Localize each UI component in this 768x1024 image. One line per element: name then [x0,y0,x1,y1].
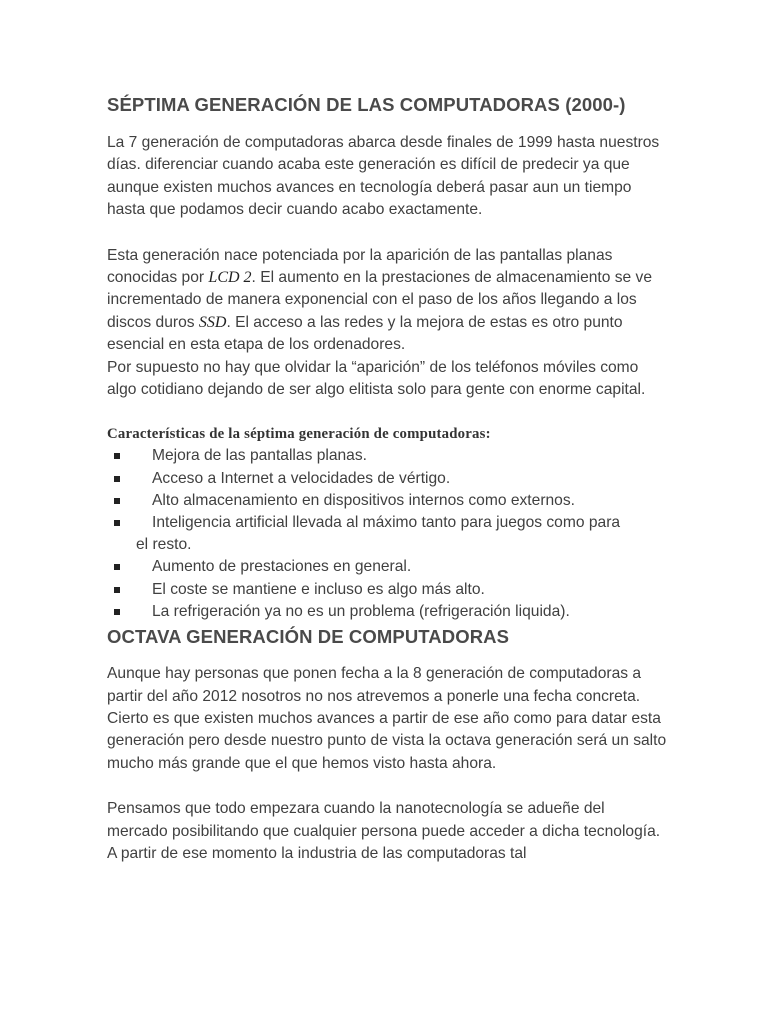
paragraph-2-text-b: . El aumento en la prestaciones de almacenamiento se ve incrementado de manera exponencial con el paso de los años llegando a los discos duros [107,269,653,331]
list-item [107,512,667,556]
bullet-square-icon [114,587,120,593]
ssd-term: SSD [198,313,227,331]
list-item [107,579,667,601]
list-item-text: Aumento de prestaciones en general. [152,558,412,576]
features-list [107,445,667,623]
list-item [107,445,667,467]
bullet-square-icon [114,476,120,482]
bullet-square-icon [114,498,120,504]
list-item-text-continued: el resto. [136,536,192,554]
paragraph-2-text-a: Esta generación nace potenciada por la aparición de las pantallas planas conocidas por [107,246,613,287]
list-item-text: Acceso a Internet a velocidades de vértigo. [152,469,451,487]
section-8-title: OCTAVA GENERACIÓN DE COMPUTADORAS [107,626,510,648]
document-page [107,93,667,865]
section-8-paragraph-2: Pensamos que todo empezara cuando la nanotecnología se adueñe del mercado posibilitando que cualquier persona puede acceder a dicha tecnología. A partir de ese momento la industria de las computadoras tal [107,800,661,862]
section-7-title: SÉPTIMA GENERACIÓN DE LAS COMPUTADORAS (2000-) [107,94,626,115]
bullet-square-icon [114,520,120,526]
lcd-term: LCD 2 [208,269,252,287]
features-title: Características de la séptima generación de computadoras: [107,426,491,443]
section-8-paragraph-1: Aunque hay personas que ponen fecha a la 8 generación de computadoras a partir del año 2012 nosotros no nos atrevemos a ponerle una fecha concreta. Cierto es que existen muchos avances a partir de ese año como para datar esta generación pero desde nuestro punto de vista la octava generación será un salto mucho más grande que el que hemos visto hasta ahora. [107,665,667,772]
list-item-text: Mejora de las pantallas planas. [152,447,367,465]
bullet-square-icon [114,453,120,459]
list-item-text: Alto almacenamiento en dispositivos internos como externos. [152,491,575,509]
bullet-square-icon [114,609,120,615]
paragraph-2-text-c: . El acceso a las redes y la mejora de estas es otro punto esencial en esta etapa de los ordenadores. [107,313,623,354]
list-item [107,601,667,623]
section-7-paragraph-3: Por supuesto no hay que olvidar la “aparición” de los teléfonos móviles como algo cotidiano dejando de ser algo elitista solo para gente con enorme capital. [107,358,646,399]
section-7-paragraph-1: La 7 generación de computadoras abarca desde finales de 1999 hasta nuestros días. diferenciar cuando acaba este generación es difícil de predecir ya que aunque existen muchos avances en tecnología deberá pasar aun un tiempo hasta que podamos decir cuando acabo exactamente. [107,134,660,219]
list-item-text: Inteligencia artificial llevada al máximo tanto para juegos como para [152,514,621,532]
section-7-paragraph-2 [107,245,667,357]
list-item [107,468,667,490]
list-item [107,556,667,578]
list-item [107,490,667,512]
list-item-text: El coste se mantiene e incluso es algo más alto. [152,580,485,598]
bullet-square-icon [114,564,120,570]
list-item-text: La refrigeración ya no es un problema (refrigeración liquida). [152,602,570,620]
